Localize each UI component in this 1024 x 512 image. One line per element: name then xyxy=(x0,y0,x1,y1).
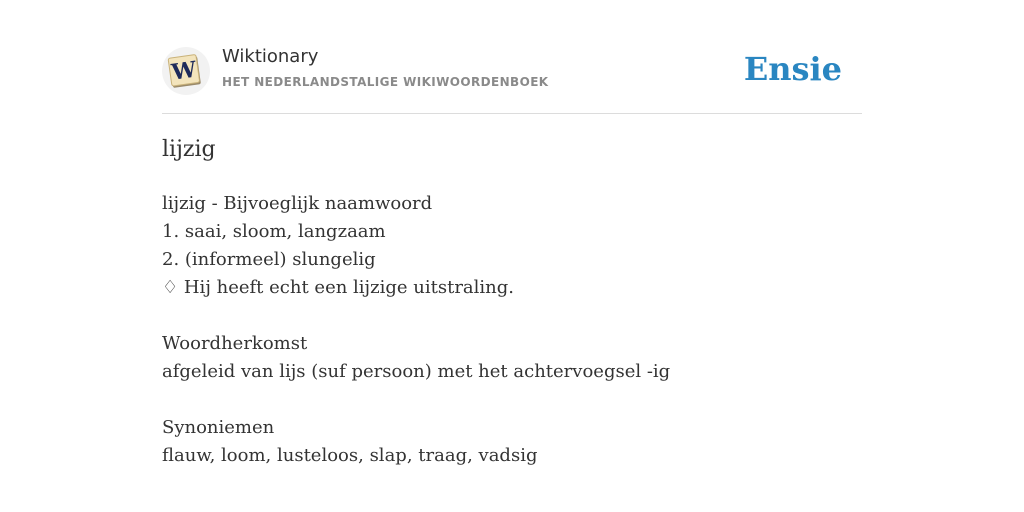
synonyms-text: flauw, loom, lusteloos, slap, traag, vadsig xyxy=(162,445,538,466)
section-spacer xyxy=(162,302,862,330)
logo-letter: W xyxy=(169,56,199,86)
site-title[interactable]: Wiktionary xyxy=(222,46,319,67)
entry-content xyxy=(162,190,862,470)
wiktionary-logo-icon[interactable] xyxy=(162,47,210,95)
section-spacer xyxy=(162,386,862,414)
site-subtitle: HET NEDERLANDSTALIGE WIKIWOORDENBOEK xyxy=(222,75,549,89)
etymology-text: afgeleid van lijs (suf persoon) met het achtervoegsel -ig xyxy=(162,361,671,382)
synonyms-heading: Synoniemen xyxy=(162,417,275,438)
etymology-heading: Woordherkomst xyxy=(162,333,308,354)
example-sentence: ♢ Hij heeft echt een lijzige uitstraling. xyxy=(162,277,515,298)
meaning-1: 1. saai, sloom, langzaam xyxy=(162,221,386,242)
meaning-2: 2. (informeel) slungelig xyxy=(162,249,376,270)
ensie-brand-link[interactable]: Ensie xyxy=(743,50,842,88)
page-title: lijzig xyxy=(162,137,216,162)
site-header xyxy=(162,40,862,114)
definition-header: lijzig - Bijvoeglijk naamwoord xyxy=(162,193,433,214)
